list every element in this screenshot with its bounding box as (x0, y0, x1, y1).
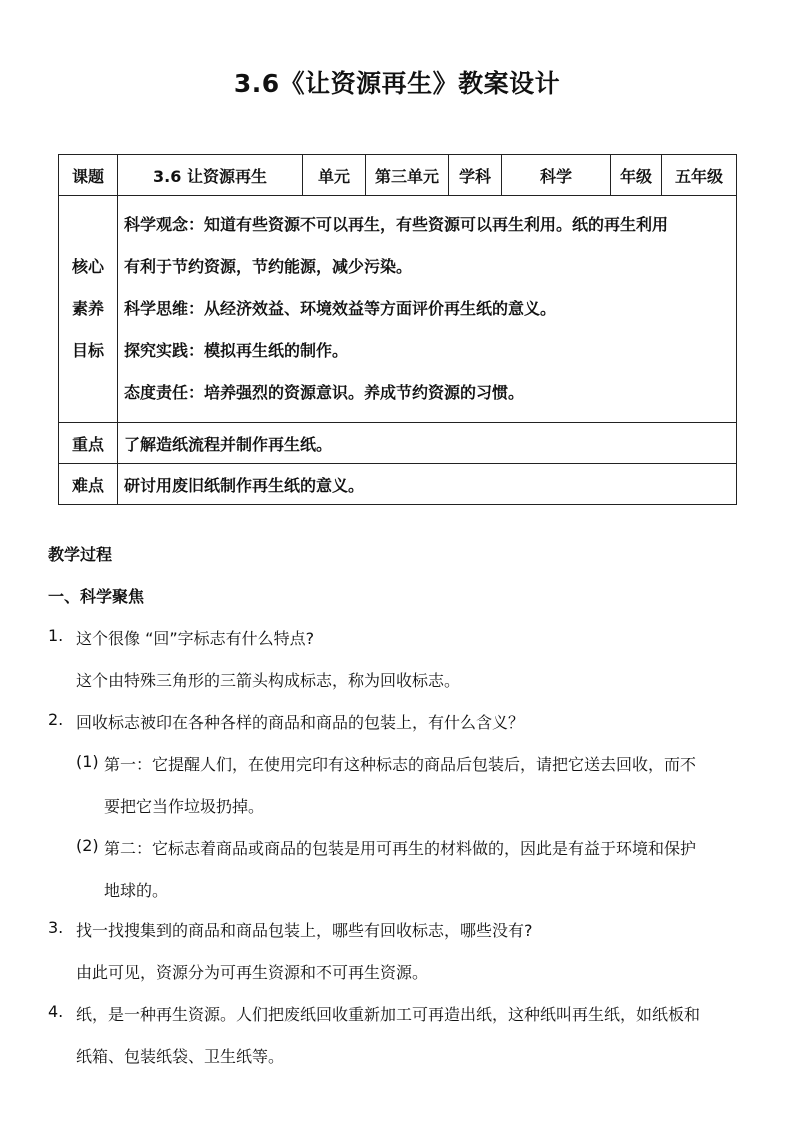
page-title: 3.6《让资源再生》教案设计 (233, 69, 561, 98)
sub-line: 要把它当作垃圾扔掉。 (104, 797, 265, 816)
section-heading: 一、科学聚焦 (48, 587, 145, 606)
lesson-label: 课题 (59, 155, 118, 196)
sub-line: 第一：它提醒人们，在使用完印有这种标志的商品后包装后，请把它送去回收，而不 (104, 755, 697, 774)
grade-label: 年级 (611, 155, 662, 196)
item-number: 1. (48, 626, 64, 645)
table-row (59, 464, 737, 505)
item-question: 回收标志被印在各种各样的商品和商品的包装上，有什么含义？ (76, 713, 525, 732)
subject-value: 科学 (502, 155, 611, 196)
item-question: 这个很像 “回”字标志有什么特点? (76, 629, 315, 648)
item-answer: 由此可见，资源分为可再生资源和不可再生资源。 (76, 963, 429, 982)
sub-line: 第二：它标志着商品或商品的包装是用可再生的材料做的，因此是有益于环境和保护 (104, 839, 697, 858)
difficulty-value: 研讨用废旧纸制作再生纸的意义。 (118, 464, 737, 505)
objective-line: 科学思维：从经济效益、环境效益等方面评价再生纸的意义。 (124, 299, 557, 318)
table-row (59, 155, 737, 196)
table-row (59, 196, 737, 423)
objective-line: 态度责任：培养强烈的资源意识。养成节约资源的习惯。 (124, 383, 525, 402)
item-answer: 纸箱、包装纸袋、卫生纸等。 (76, 1047, 285, 1066)
sub-number: (2) (76, 836, 99, 855)
lesson-info-table (58, 154, 737, 505)
item-answer: 这个由特殊三角形的三箭头构成标志，称为回收标志。 (76, 671, 461, 690)
unit-value: 第三单元 (366, 155, 449, 196)
sub-number: (1) (76, 752, 99, 771)
objectives-content (118, 196, 737, 423)
objective-line: 探究实践：模拟再生纸的制作。 (124, 341, 349, 360)
objectives-label: 核心 素养 目标 (59, 196, 118, 423)
objective-line: 科学观念：知道有些资源不可以再生，有些资源可以再生利用。纸的再生利用 (124, 215, 669, 234)
item-number: 3. (48, 918, 64, 937)
lesson-value: 3.6 让资源再生 (118, 155, 303, 196)
item-question: 找一找搜集到的商品和商品包装上，哪些有回收标志，哪些没有? (76, 921, 533, 940)
subject-label: 学科 (449, 155, 502, 196)
key-value: 了解造纸流程并制作再生纸。 (118, 423, 737, 464)
item-number: 4. (48, 1002, 64, 1021)
table-row (59, 423, 737, 464)
unit-label: 单元 (303, 155, 366, 196)
sub-line: 地球的。 (104, 881, 169, 900)
process-heading: 教学过程 (48, 545, 113, 564)
item-number: 2. (48, 710, 64, 729)
objective-line: 有利于节约资源，节约能源，减少污染。 (124, 257, 413, 276)
grade-value: 五年级 (662, 155, 737, 196)
difficulty-label: 难点 (59, 464, 118, 505)
key-label: 重点 (59, 423, 118, 464)
item-question: 纸，是一种再生资源。人们把废纸回收重新加工可再造出纸，这种纸叫再生纸，如纸板和 (76, 1005, 701, 1024)
